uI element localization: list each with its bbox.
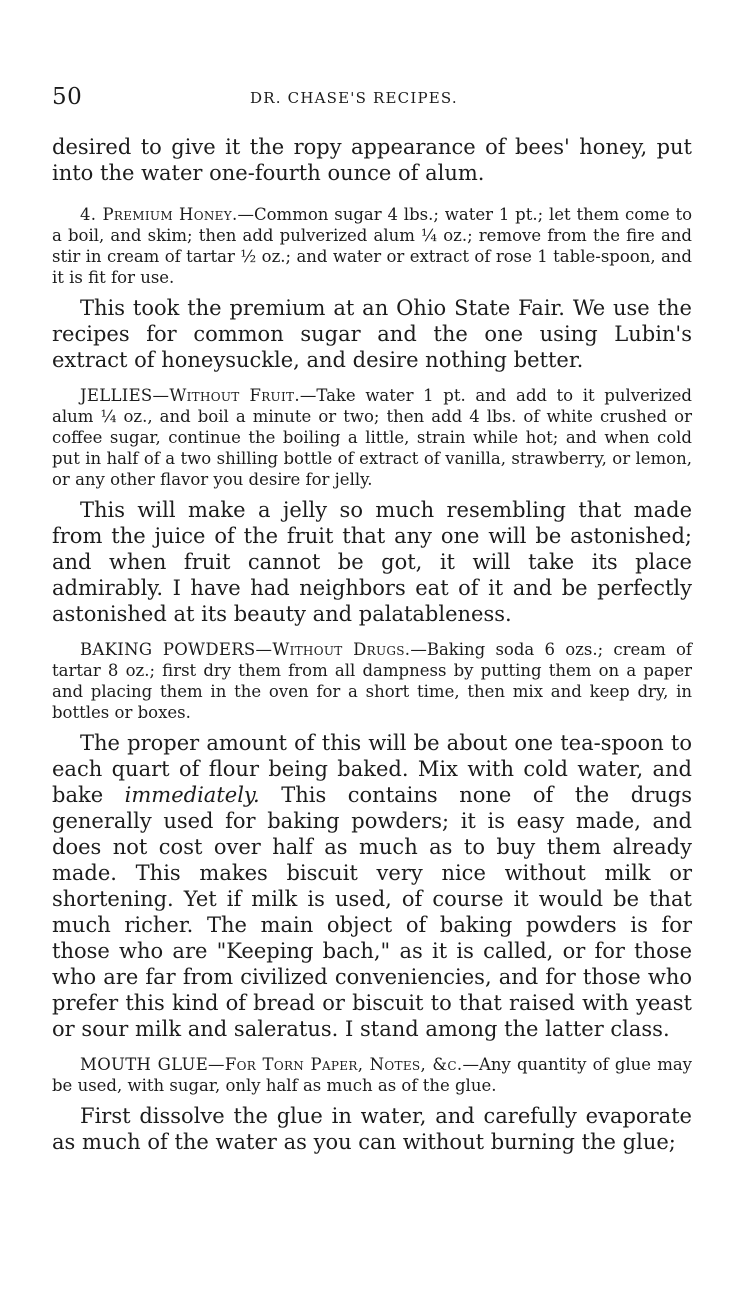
- recipe-premium-honey: [52, 204, 692, 288]
- recipe-text: —Any quantity of glue may be used, with sugar, only half as much as of the glue.: [52, 1055, 692, 1095]
- paragraph-text: This will make a jelly so much resembling that made from the juice of the fruit that any one will be astonished; and when fruit cannot be got, it will take its place admirably. I have had neighbors eat of it and be perfectly astonished at its beauty and palatableness.: [52, 498, 692, 626]
- recipe-text: —Baking soda 6 ozs.; cream of tartar 8 oz.; first dry them from all dampness by putting them on a paper and placing them in the oven for a short time, then mix and keep dry, in bottles or boxes.: [52, 640, 692, 722]
- paragraph-text: desired to give it the ropy appearance of bees' honey, put into the water one-fourth ounce of alum.: [52, 135, 692, 185]
- recipe-text: —Common sugar 4 lbs.; water 1 pt.; let them come to a boil, and skim; then add pulverized alum ¼ oz.; remove from the fire and stir in cream of tartar ½ oz.; and water or extract of rose 1 table-spoon, and it is fit for use.: [52, 205, 693, 287]
- paragraph-text: This contains none of the drugs generally used for baking powders; it is easy made, and does not cost over half as much as to buy them already made. This makes biscuit very nice without milk or shortening. Yet if milk is used, of course it would be that much richer. The main object of baking powders is for those who are "Keeping bach," as it is called, or for those who are far from civilized conveniencies, and for those who prefer this kind of bread or biscuit to that raised with yeast or sour milk and saleratus. I stand among the latter class.: [52, 783, 693, 1041]
- recipe-jellies: [52, 385, 692, 490]
- body-paragraph: [52, 497, 692, 627]
- body-paragraph: [52, 1103, 692, 1155]
- paragraph-text: First dissolve the glue in water, and carefully evaporate as much of the water as you can without burning the glue;: [52, 1104, 692, 1154]
- recipe-mouth-glue: [52, 1054, 692, 1096]
- recipe-heading: JELLIES—Without Fruit.: [80, 386, 300, 405]
- running-head: DR. CHASE'S RECIPES.: [250, 89, 458, 107]
- page-body: [52, 134, 692, 1155]
- recipe-heading: MOUTH GLUE—For Torn Paper, Notes, &c.: [80, 1055, 463, 1074]
- recipe-text: —Take water 1 pt. and add to it pulverized alum ¼ oz., and boil a minute or two; then add 4 lbs. of white crushed or coffee sugar, continue the boiling a little, strain while hot; and when cold put in half of a two shilling bottle of extract of vanilla, strawberry, or lemon, or any other flavor you desire for jelly.: [52, 386, 692, 489]
- page-number: 50: [52, 84, 83, 110]
- body-paragraph: [52, 295, 692, 373]
- paragraph-text: The proper amount of this will be about one tea-spoon to each quart of flour being baked. Mix with cold water, and bake: [52, 731, 692, 807]
- recipe-baking-powders: [52, 639, 692, 723]
- recipe-heading: BAKING POWDERS—Without Drugs.: [80, 640, 411, 659]
- emphasis-text: immediately.: [124, 783, 260, 807]
- paragraph-text: This took the premium at an Ohio State Fair. We use the recipes for common sugar and the one using Lubin's extract of honeysuckle, and desire nothing better.: [52, 296, 692, 372]
- body-paragraph: [52, 134, 692, 186]
- recipe-heading: 4. Premium Honey.: [80, 205, 238, 224]
- body-paragraph: [52, 730, 692, 1042]
